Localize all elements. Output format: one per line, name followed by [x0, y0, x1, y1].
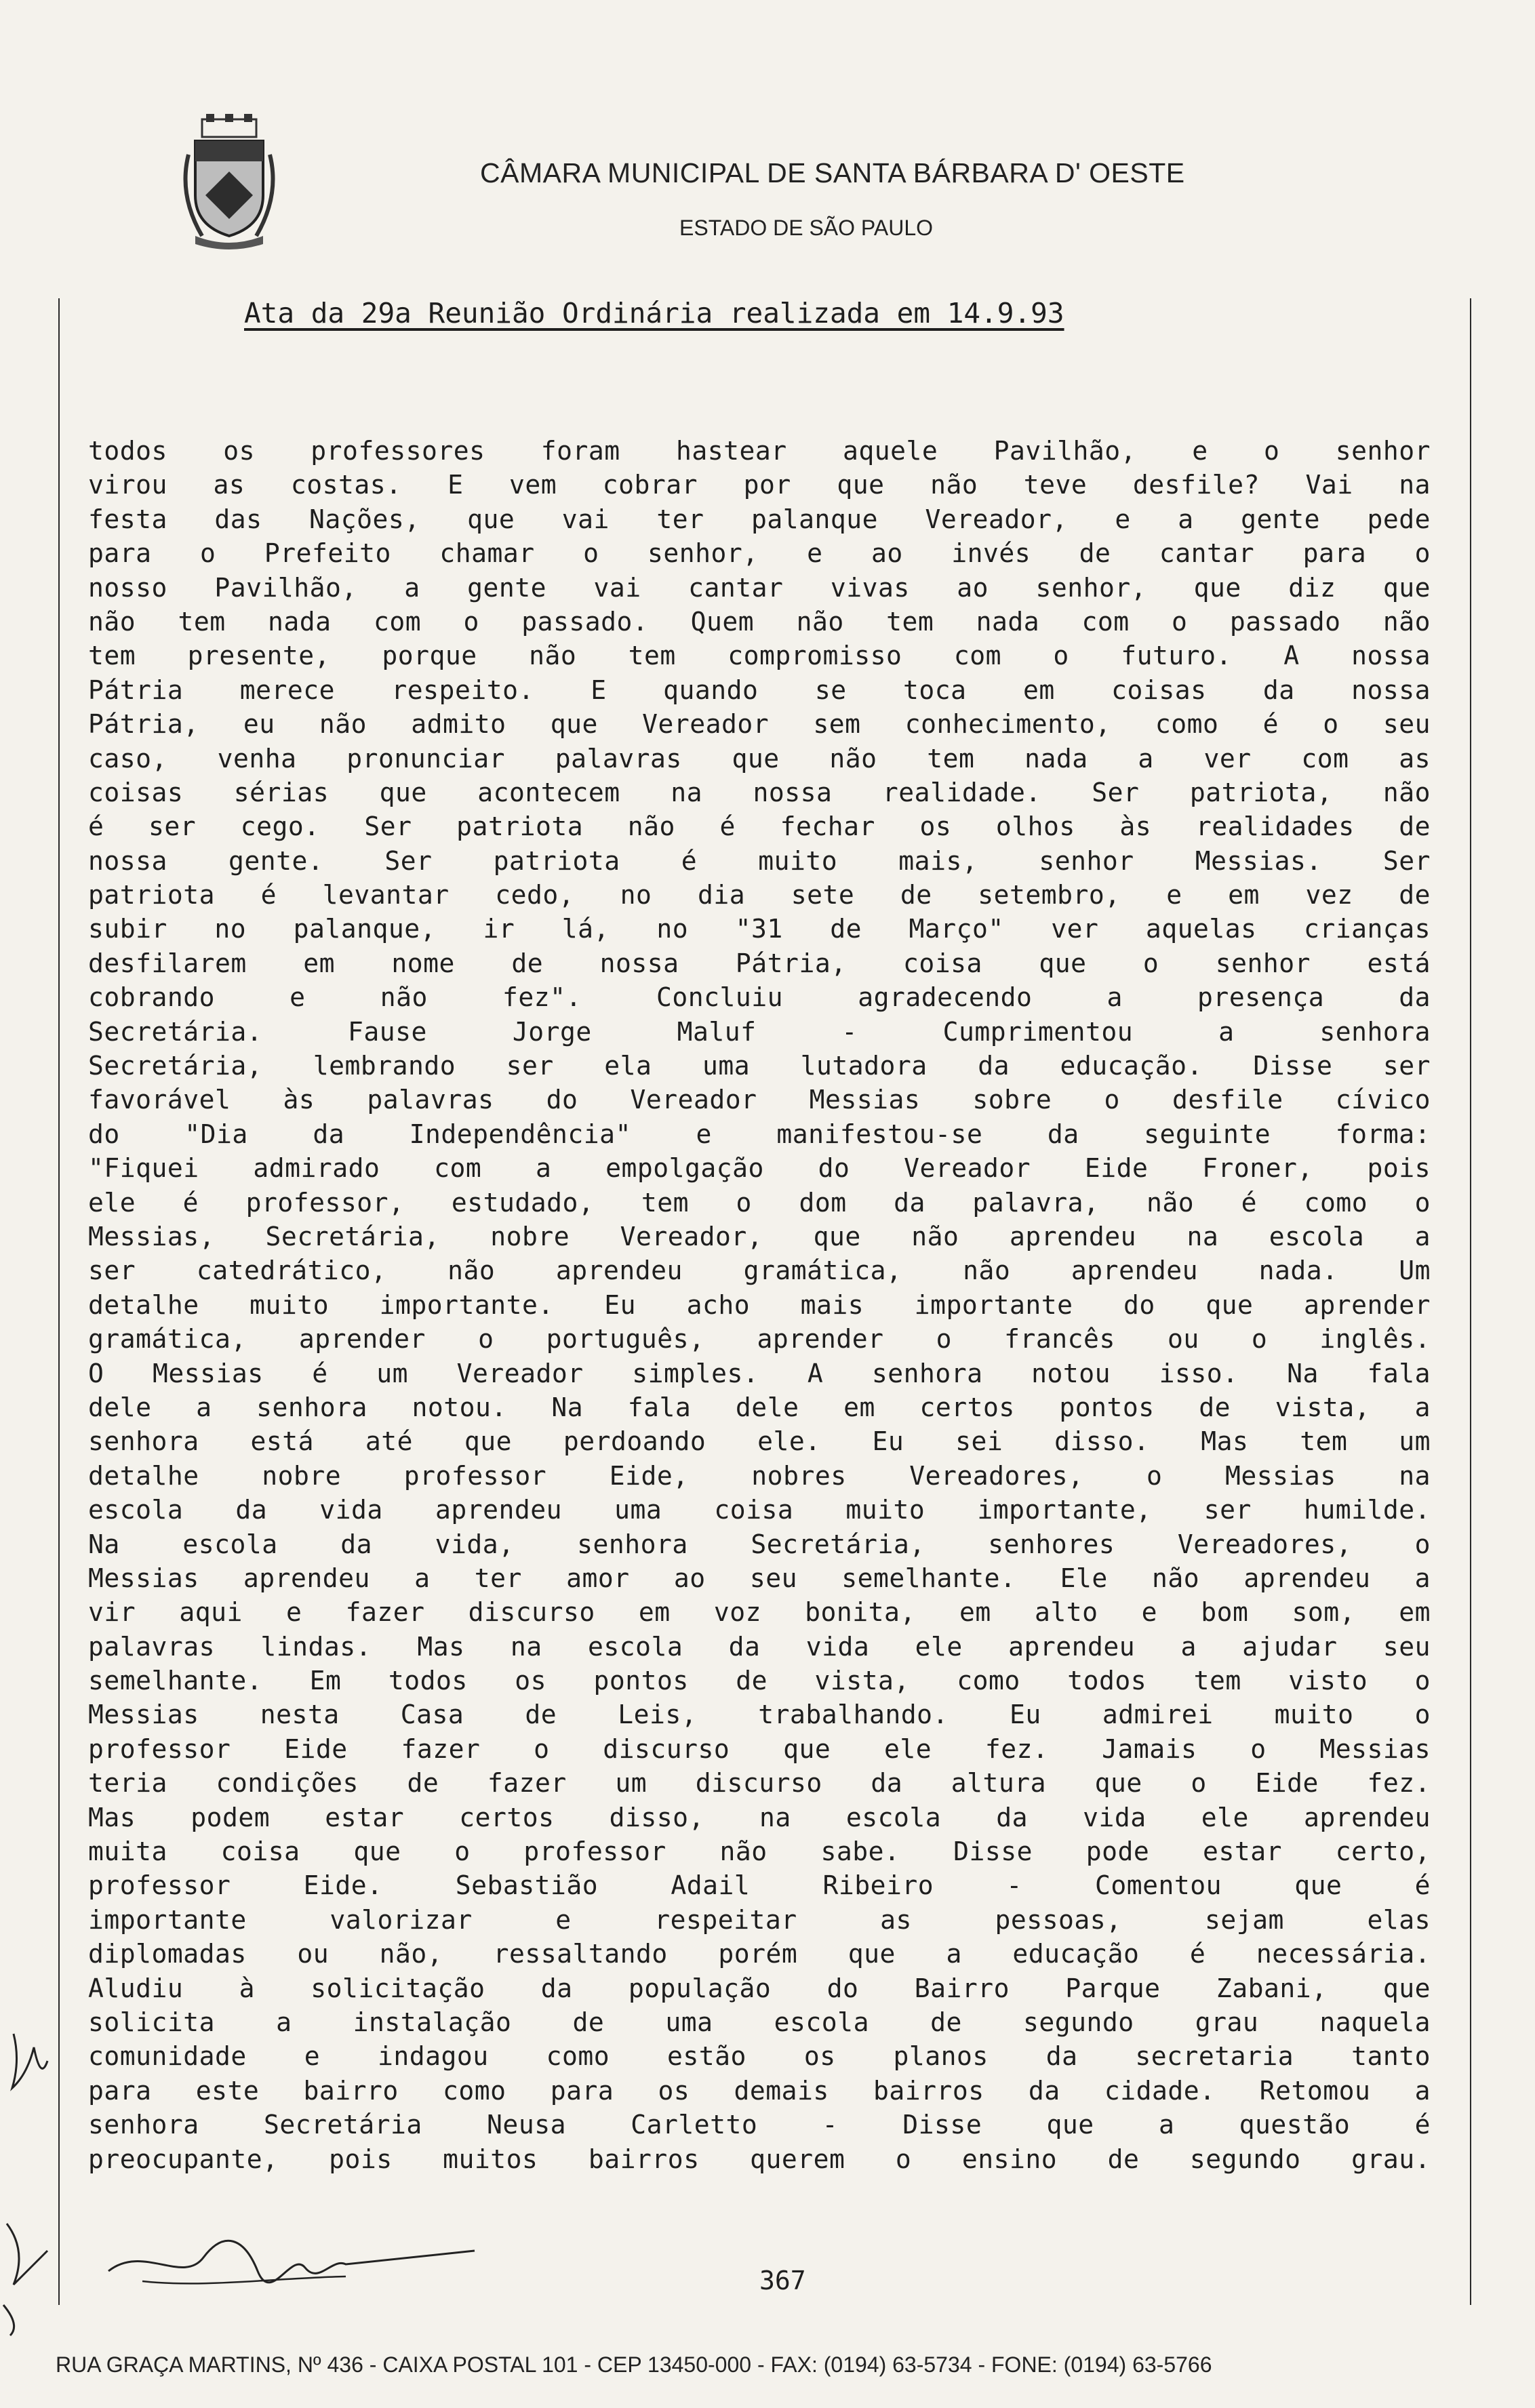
text-line: professor Eide fazer o discurso que ele fez. Jamais o Messias [88, 1733, 1431, 1764]
minutes-title: Ata da 29a Reunião Ordinária realizada em 14.9.93 [244, 297, 1064, 329]
text-line: detalhe muito importante. Eu acho mais importante do que aprender [88, 1289, 1431, 1320]
text-line: ele é professor, estudado, tem o dom da palavra, não é como o [88, 1187, 1431, 1218]
text-line: diplomadas ou não, ressaltando porém que a educação é necessária. [88, 1939, 1431, 1969]
institution-name: CÂMARA MUNICIPAL DE SANTA BÁRBARA D' OESTE [480, 157, 1185, 188]
text-line: Messias aprendeu a ter amor ao seu semelhante. Ele não aprendeu a [88, 1563, 1431, 1593]
minutes-body [88, 434, 1431, 2176]
text-line: tem presente, porque não tem compromisso com o futuro. A nossa [88, 641, 1431, 671]
text-line: senhora está até que perdoando ele. Eu sei disso. Mas tem um [88, 1426, 1431, 1457]
text-line: para este bairro como para os demais bairros da cidade. Retomou a [88, 2075, 1431, 2106]
text-line: nossa gente. Ser patriota é muito mais, senhor Messias. Ser [88, 845, 1431, 876]
text-line: semelhante. Em todos os pontos de vista, como todos tem visto o [88, 1666, 1431, 1696]
text-line: nosso Pavilhão, a gente vai cantar vivas ao senhor, que diz que [88, 572, 1431, 603]
text-line: detalhe nobre professor Eide, nobres Vereadores, o Messias na [88, 1460, 1431, 1491]
text-line: cobrando e não fez". Concluiu agradecendo a presença da [88, 982, 1431, 1013]
text-line: importante valorizar e respeitar as pessoas, sejam elas [88, 1904, 1431, 1935]
text-line: palavras lindas. Mas na escola da vida ele aprendeu a ajudar seu [88, 1631, 1431, 1662]
text-line: ser catedrático, não aprendeu gramática, não aprendeu nada. Um [88, 1256, 1431, 1286]
state-name: ESTADO DE SÃO PAULO [679, 216, 934, 240]
handwritten-signature [102, 2230, 481, 2291]
text-line: Messias, Secretária, nobre Vereador, que não aprendeu na escola a [88, 1221, 1431, 1251]
text-line: Mas podem estar certos disso, na escola da vida ele aprendeu [88, 1802, 1431, 1832]
text-line: Secretária. Fause Jorge Maluf - Cumprimentou a senhora [88, 1016, 1431, 1047]
footer-address: RUA GRAÇA MARTINS, Nº 436 - CAIXA POSTAL 101 - CEP 13450-000 - FAX: (0194) 63-5734 - FONE: (0194) 63-5766 [56, 2352, 1212, 2377]
text-line: Pátria, eu não admito que Vereador sem conhecimento, como é o seu [88, 709, 1431, 740]
text-line: gramática, aprender o português, aprender o francês ou o inglês. [88, 1324, 1431, 1354]
text-line: solicita a instalação de uma escola de segundo grau naquela [88, 2007, 1431, 2037]
text-line: coisas sérias que acontecem na nossa realidade. Ser patriota, não [88, 777, 1431, 807]
text-line: vir aqui e fazer discurso em voz bonita, em alto e bom som, em [88, 1597, 1431, 1628]
text-line: O Messias é um Vereador simples. A senhora notou isso. Na fala [88, 1358, 1431, 1388]
text-line: senhora Secretária Neusa Carletto - Disse que a questão é [88, 2110, 1431, 2140]
right-margin-rule [1470, 298, 1471, 2305]
text-line: Pátria merece respeito. E quando se toca em coisas da nossa [88, 675, 1431, 705]
text-line: dele a senhora notou. Na fala dele em certos pontos de vista, a [88, 1392, 1431, 1422]
text-line: virou as costas. E vem cobrar por que não teve desfile? Vai na [88, 470, 1431, 500]
text-line: Aludiu à solicitação da população do Bairro Parque Zabani, que [88, 1973, 1431, 2003]
text-line: professor Eide. Sebastião Adail Ribeiro - Comentou que é [88, 1870, 1431, 1901]
left-margin-rule [58, 298, 60, 2305]
text-line: festa das Nações, que vai ter palanque Vereador, e a gente pede [88, 504, 1431, 534]
text-line: caso, venha pronunciar palavras que não tem nada a ver com as [88, 743, 1431, 774]
text-line: comunidade e indagou como estão os planos da secretaria tanto [88, 2041, 1431, 2072]
text-line: patriota é levantar cedo, no dia sete de setembro, e em vez de [88, 880, 1431, 910]
text-line: é ser cego. Ser patriota não é fechar os olhos às realidades de [88, 811, 1431, 842]
text-line: escola da vida aprendeu uma coisa muito importante, ser humilde. [88, 1495, 1431, 1525]
text-line: subir no palanque, ir lá, no "31 de Março" ver aquelas crianças [88, 914, 1431, 944]
text-line: Messias nesta Casa de Leis, trabalhando. Eu admirei muito o [88, 1700, 1431, 1730]
text-line: do "Dia da Independência" e manifestou-se da seguinte forma: [88, 1119, 1431, 1149]
margin-initials [0, 2020, 61, 2339]
text-line: "Fiquei admirado com a empolgação do Vereador Eide Froner, pois [88, 1153, 1431, 1184]
page-number: 367 [759, 2266, 806, 2295]
text-line: Secretária, lembrando ser ela uma lutadora da educação. Disse ser [88, 1051, 1431, 1081]
text-line: desfilarem em nome de nossa Pátria, coisa que o senhor está [88, 948, 1431, 978]
text-line: Na escola da vida, senhora Secretária, senhores Vereadores, o [88, 1529, 1431, 1559]
text-line: favorável às palavras do Vereador Messias sobre o desfile cívico [88, 1085, 1431, 1115]
text-line: para o Prefeito chamar o senhor, e ao invés de cantar para o [88, 538, 1431, 569]
text-line: teria condições de fazer um discurso da altura que o Eide fez. [88, 1768, 1431, 1799]
text-line: todos os professores foram hastear aquele Pavilhão, e o senhor [88, 436, 1431, 466]
text-line: muita coisa que o professor não sabe. Disse pode estar certo, [88, 1837, 1431, 1867]
text-line: preocupante, pois muitos bairros querem o ensino de segundo grau. [88, 2144, 1431, 2174]
municipal-coat-of-arms [175, 114, 283, 249]
text-line: não tem nada com o passado. Quem não tem nada com o passado não [88, 606, 1431, 637]
